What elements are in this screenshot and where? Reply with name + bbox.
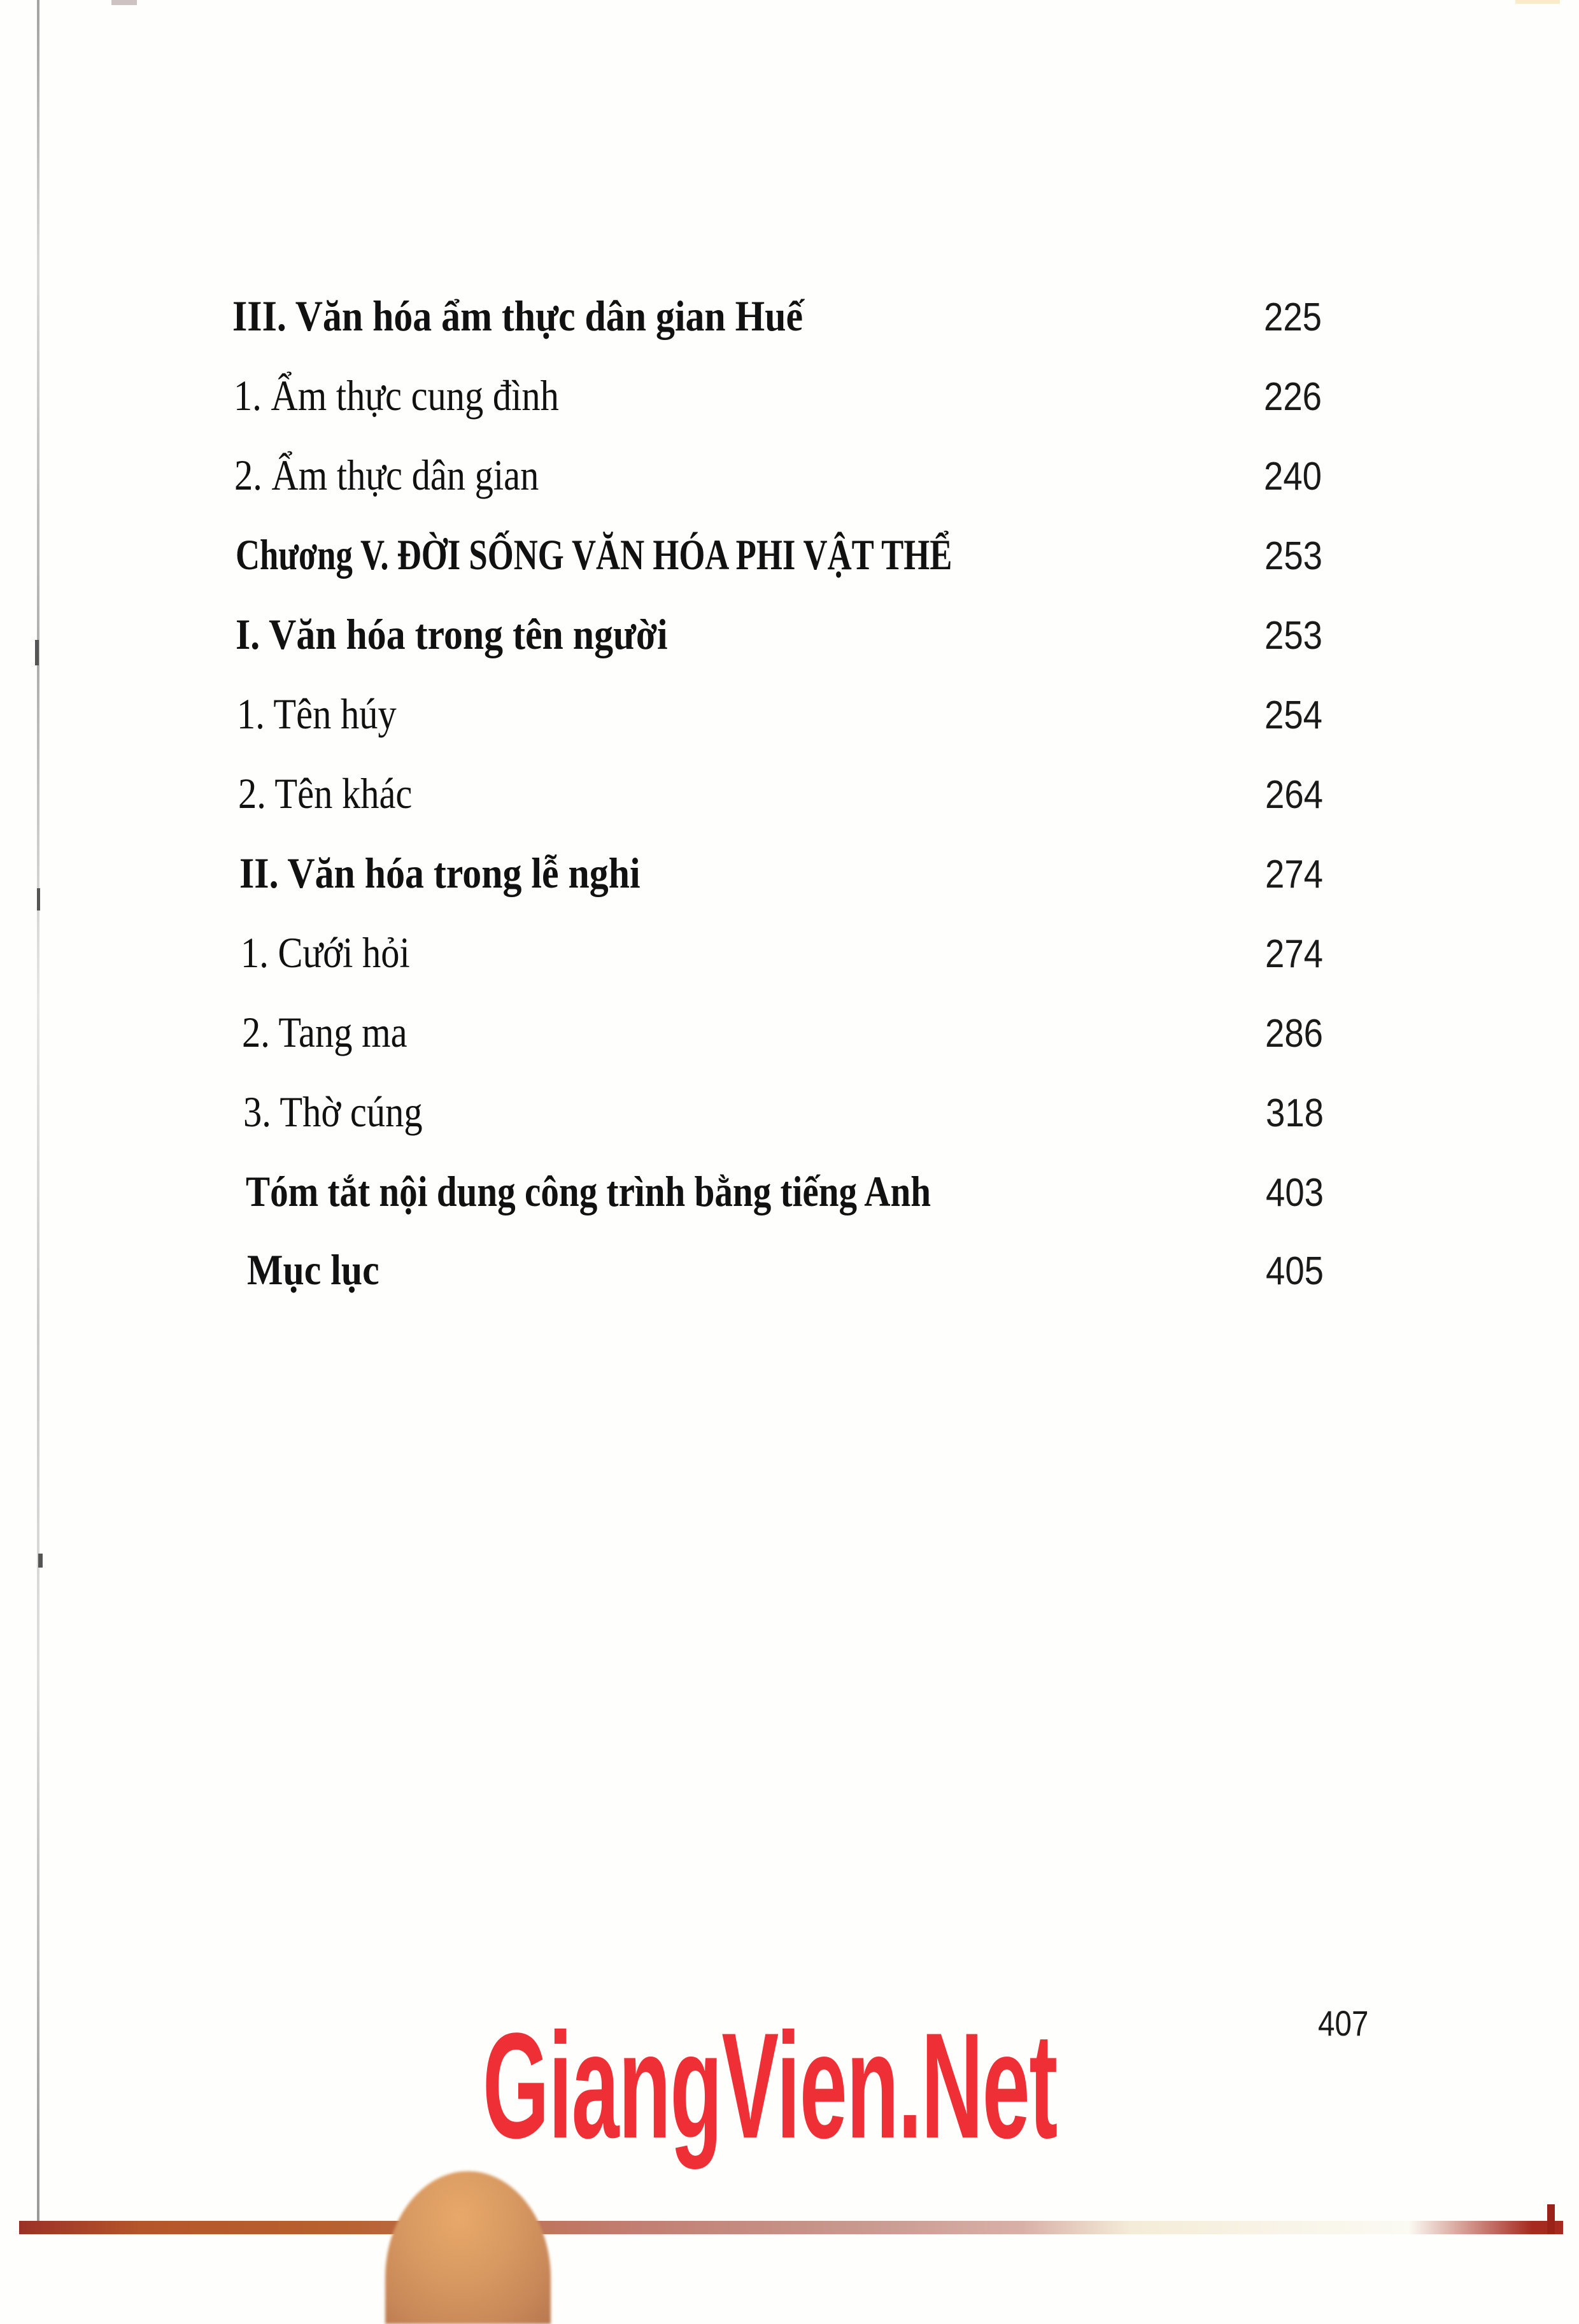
thumb-photo-artifact [385, 2171, 551, 2324]
toc-entry-page: 253 [1264, 614, 1323, 658]
scan-artifact [1515, 0, 1560, 4]
toc-entry[interactable] [234, 337, 1342, 420]
toc-entry-page: 240 [1264, 455, 1322, 499]
toc-entry[interactable] [242, 974, 1350, 1054]
toc-entry-page: 264 [1265, 773, 1324, 817]
toc-entry-title: II. Văn hóa trong lễ nghi [239, 849, 641, 897]
toc-entry[interactable] [236, 497, 1343, 579]
edge-mark [37, 888, 40, 910]
toc-entry-title: 2. Tên khác [238, 769, 413, 818]
toc-entry-title: Mục lục [247, 1245, 379, 1294]
toc-entry-page: 403 [1266, 1171, 1324, 1215]
page-number: 407 [1318, 2003, 1369, 2043]
toc-entry-title: 3. Thờ cúng [243, 1088, 423, 1136]
toc-entry-title: 2. Tang ma [242, 1008, 407, 1056]
toc-entry-page: 253 [1264, 534, 1323, 578]
book-cover-edge [19, 2221, 1563, 2234]
toc-entry[interactable] [236, 576, 1343, 656]
toc-entry-title: III. Văn hóa ẩm thực dân gian Huế [232, 292, 804, 340]
toc-entry-title: 1. Ẩm thực cung đình [234, 371, 559, 420]
toc-entry-title: Chương V. ĐỜI SỐNG VĂN HÓA PHI VẬT THỂ [236, 530, 952, 579]
watermark-logo: GiangVien.Net [483, 2002, 1058, 2170]
edge-mark [35, 640, 39, 665]
toc-entry-page: 225 [1264, 295, 1322, 339]
toc-entry-title: 1. Tên húy [237, 690, 397, 738]
toc-entry[interactable] [241, 895, 1349, 977]
toc-entry-page: 286 [1265, 1012, 1324, 1056]
toc-entry-page: 226 [1264, 375, 1322, 419]
scan-artifact [111, 0, 137, 5]
toc-entry-title: 2. Ẩm thực dân gian [234, 451, 539, 499]
toc-entry[interactable] [238, 735, 1346, 818]
toc-entry[interactable] [237, 656, 1345, 738]
toc-entry[interactable] [246, 1133, 1354, 1213]
toc-entry-title: 1. Cưới hỏi [241, 928, 410, 977]
toc-entry-page: 254 [1264, 693, 1323, 737]
toc-entry-page: 318 [1266, 1091, 1324, 1135]
toc-entry-page: 405 [1266, 1249, 1324, 1293]
toc-entry[interactable] [239, 815, 1347, 895]
edge-mark [38, 1554, 43, 1568]
toc-entry-page: 274 [1265, 853, 1324, 896]
toc-entry-title: Tóm tắt nội dung công trình bằng tiếng Anh [246, 1167, 931, 1215]
toc-entry-title: I. Văn hóa trong tên người [236, 610, 668, 658]
toc-entry[interactable] [247, 1212, 1355, 1294]
toc-entry-page: 274 [1265, 932, 1324, 976]
toc-entry[interactable] [234, 417, 1342, 497]
book-cover-edge-right [1547, 2204, 1555, 2234]
toc-entry[interactable] [243, 1054, 1351, 1136]
page-left-edge [37, 0, 39, 2222]
toc-entry[interactable] [232, 258, 1340, 340]
